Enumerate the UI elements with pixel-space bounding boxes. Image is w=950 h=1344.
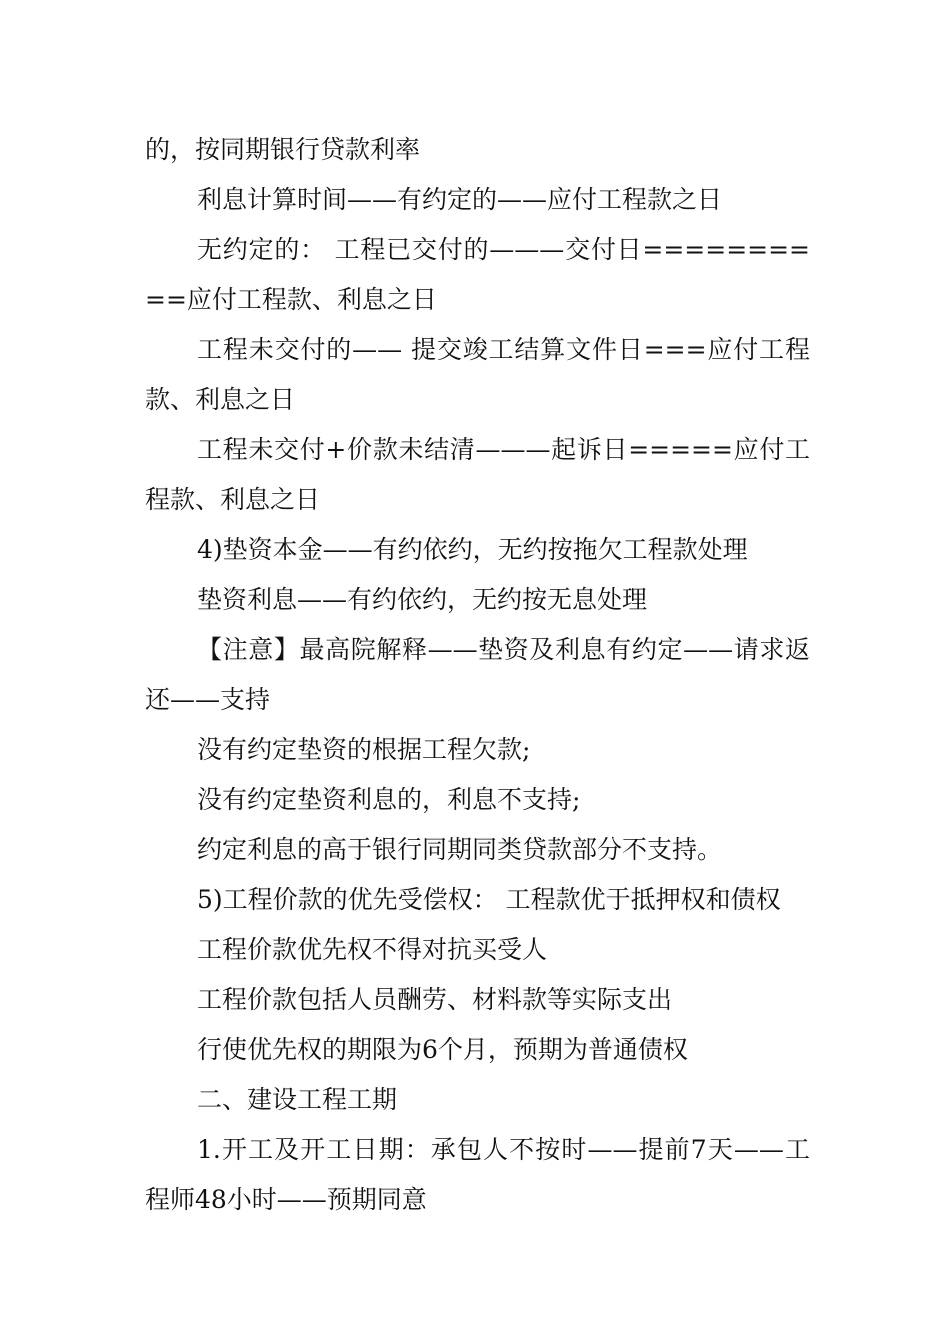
paragraph: 1.开工及开工日期：承包人不按时——提前7天——工程师48小时——预期同意: [145, 1135, 810, 1214]
paragraph: 垫资利息——有约依约，无约按无息处理: [197, 585, 648, 614]
paragraph: 没有约定垫资的根据工程欠款;: [197, 735, 531, 764]
paragraph: 行使优先权的期限为6个月，预期为普通债权: [197, 1035, 688, 1064]
document-body: [145, 125, 810, 1225]
paragraph: 约定利息的高于银行同期同类贷款部分不支持。: [197, 835, 723, 864]
section-heading: 二、建设工程工期: [197, 1085, 398, 1114]
paragraph: 工程价款优先权不得对抗买受人: [197, 935, 548, 964]
paragraph: 没有约定垫资利息的，利息不支持;: [197, 785, 581, 814]
paragraph: 5)工程价款的优先受偿权： 工程款优于抵押权和债权: [197, 885, 781, 914]
paragraph: 工程价款包括人员酬劳、材料款等实际支出: [197, 985, 673, 1014]
paragraph: 的，按同期银行贷款利率: [145, 135, 421, 164]
paragraph: 【注意】最高院解释——垫资及利息有约定——请求返还——支持: [145, 635, 810, 714]
paragraph: 4)垫资本金——有约依约，无约按拖欠工程款处理: [197, 535, 748, 564]
paragraph: 利息计算时间——有约定的——应付工程款之日: [197, 185, 723, 214]
paragraph: 工程未交付的—— 提交竣工结算文件日===应付工程款、利息之日: [145, 335, 810, 414]
paragraph: 工程未交付+价款未结清———起诉日=====应付工程款、利息之日: [145, 435, 810, 514]
paragraph: 无约定的： 工程已交付的———交付日==========应付工程款、利息之日: [145, 235, 810, 314]
